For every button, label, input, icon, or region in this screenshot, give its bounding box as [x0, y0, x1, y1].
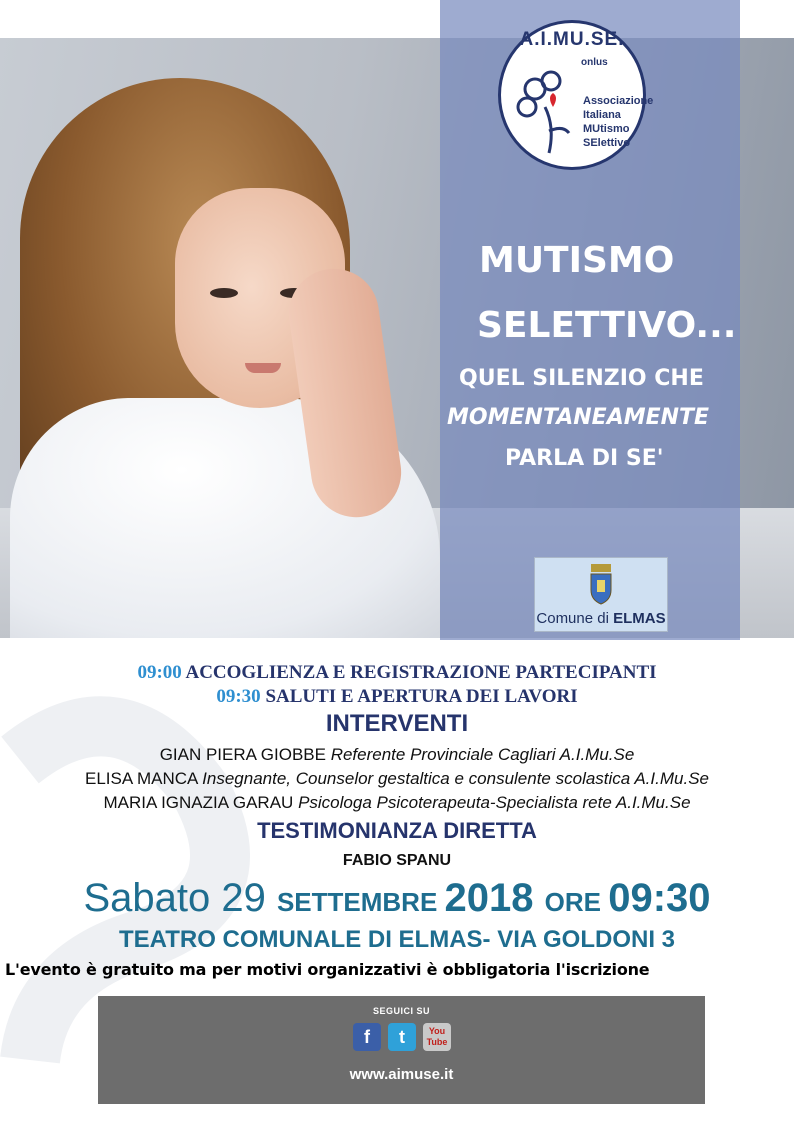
registration-note: L'evento è gratuito ma per motivi organizzativi è obbligatoria l'iscrizione	[5, 960, 650, 979]
event-day: Sabato 29	[83, 876, 277, 920]
event-month: SETTEMBRE	[276, 887, 445, 917]
speaker-3-name: MARIA IGNAZIA GARAU	[103, 793, 299, 812]
witness-name: FABIO SPANU	[342, 852, 452, 869]
logo-line-2: Italiana	[583, 109, 621, 121]
subtitle-line-3: PARLA DI SE'	[505, 446, 664, 471]
speaker-2-name: ELISA MANCA	[84, 769, 203, 788]
speaker-1-name: GIAN PIERA GIOBBE	[159, 745, 331, 764]
aimuse-logo	[498, 20, 654, 170]
testimonianza-heading: TESTIMONIANZA DIRETTA	[257, 818, 537, 843]
logo-arc-text: A.I.MU.SE.	[519, 29, 625, 50]
girl-eye-left	[210, 288, 238, 298]
comune-name: ELMAS	[613, 610, 666, 627]
logo-onlus: onlus	[581, 57, 608, 68]
programme-text-2: SALUTI E APERTURA DEI LAVORI	[260, 686, 578, 707]
programme-time-1: 09:00	[137, 662, 182, 683]
interventi-heading: INTERVENTI	[325, 710, 469, 737]
comune-elmas-badge	[534, 557, 668, 632]
youtube-icon[interactable]	[423, 1023, 451, 1051]
coat-of-arms-icon	[587, 562, 615, 606]
headline-line-2: SELETTIVO...	[477, 305, 737, 346]
comune-prefix: Comune di	[536, 610, 614, 627]
logo-line-4: SElettivo	[583, 137, 631, 149]
comune-label	[535, 610, 667, 627]
event-date	[0, 876, 794, 921]
event-venue: TEATRO COMUNALE DI ELMAS- VIA GOLDONI 3	[119, 926, 675, 953]
speaker-2-role: Insegnante, Counselor gestaltica e consulente scolastica A.I.Mu.Se	[202, 769, 709, 788]
youtube-bottom: Tube	[426, 1037, 448, 1047]
youtube-top: You	[428, 1026, 446, 1036]
website-link[interactable]: www.aimuse.it	[349, 1066, 454, 1083]
programme-row-2	[0, 686, 794, 708]
headline-line-1: MUTISMO	[479, 240, 675, 281]
girl-mouth	[245, 363, 281, 373]
facebook-icon[interactable]: f	[353, 1023, 381, 1051]
speaker-2	[0, 769, 794, 789]
event-ore: ORE	[544, 887, 609, 917]
logo-line-3: MUtismo	[583, 123, 630, 135]
twitter-icon[interactable]: t	[388, 1023, 416, 1051]
event-year: 2018	[444, 876, 545, 920]
programme-text-1: ACCOGLIENZA E REGISTRAZIONE PARTECIPANTI	[181, 662, 657, 683]
programme-row-1	[0, 662, 794, 684]
event-time: 09:30	[608, 876, 711, 920]
speaker-1	[0, 745, 794, 765]
speaker-3	[0, 793, 794, 813]
footer-bar	[98, 996, 705, 1104]
programme-time-2: 09:30	[216, 686, 261, 707]
flower-icon	[515, 67, 585, 157]
subtitle-line-2: MOMENTANEAMENTE	[447, 405, 710, 430]
follow-label: SEGUICI SU	[372, 1006, 430, 1016]
speaker-1-role: Referente Provinciale Cagliari A.I.Mu.Se	[330, 745, 635, 764]
speaker-3-role: Psicologa Psicoterapeuta-Specialista rete A.I.Mu.Se	[298, 793, 691, 812]
subtitle-line-1: QUEL SILENZIO CHE	[459, 366, 704, 391]
logo-line-1: Associazione	[583, 95, 654, 107]
